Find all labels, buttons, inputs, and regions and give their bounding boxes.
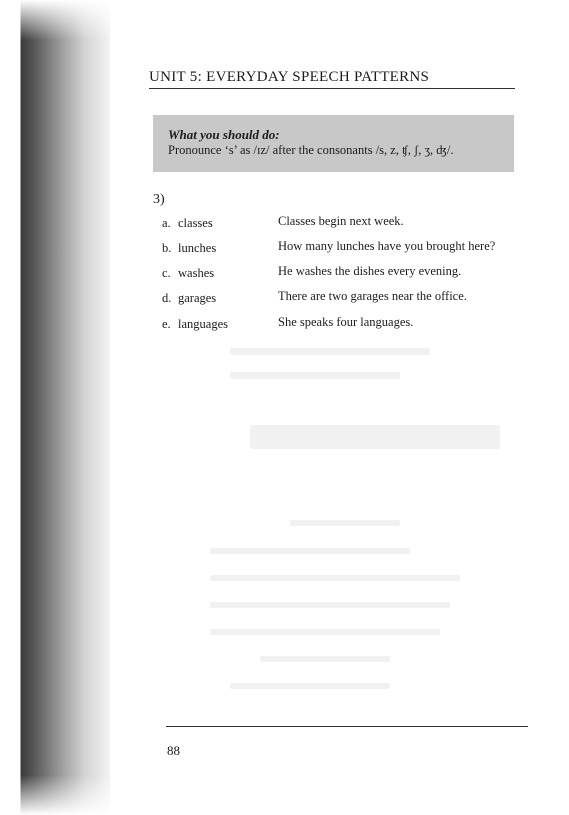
item-sentence: Classes begin next week. <box>278 214 404 228</box>
item-word: languages <box>178 317 228 331</box>
footer-rule <box>166 726 528 727</box>
item-letter: b. <box>162 241 172 255</box>
exercise-item-c <box>162 266 522 286</box>
item-letter: c. <box>162 266 171 280</box>
unit-title: UNIT 5: EVERYDAY SPEECH PATTERNS <box>149 69 430 85</box>
item-sentence: She speaks four languages. <box>278 315 414 329</box>
header-rule <box>149 88 515 89</box>
exercise-item-e <box>162 317 522 337</box>
item-letter: e. <box>162 317 171 331</box>
page-number: 88 <box>167 743 180 758</box>
exercise-item-d <box>162 291 522 311</box>
instruction-box <box>153 115 514 172</box>
item-word: lunches <box>178 241 217 255</box>
item-word: garages <box>178 291 217 305</box>
item-sentence: How many lunches have you brought here? <box>278 239 496 253</box>
item-letter: a. <box>162 216 171 230</box>
exercise-item-a <box>162 216 522 236</box>
item-letter: d. <box>162 291 172 305</box>
item-sentence: There are two garages near the office. <box>278 289 467 303</box>
exercise-item-b <box>162 241 522 261</box>
item-word: classes <box>178 216 213 230</box>
instruction-text: Pronounce ‘s’ as /ɪz/ after the consonants /s, z, ʧ, ʃ, ʒ, ʤ/. <box>168 143 454 157</box>
exercise-number: 3) <box>153 192 165 207</box>
item-word: washes <box>178 266 215 280</box>
instruction-title: What you should do: <box>168 127 280 142</box>
item-sentence: He washes the dishes every evening. <box>278 264 462 278</box>
